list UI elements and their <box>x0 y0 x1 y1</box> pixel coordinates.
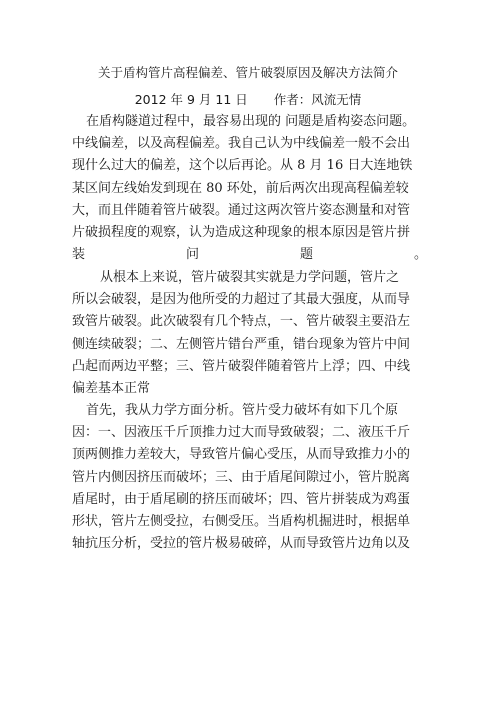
paragraph-line: 首先，我从力学方面分析。管片受力破坏有如下几个原 <box>86 403 399 418</box>
paragraph-line: 盾尾时，由于盾尾刷的挤压而破坏；四、管片拼装成为鸡蛋 <box>72 491 411 507</box>
paragraph-line: 侧连续破裂；二、左侧管片错台严重，错台现象为管片中间 <box>72 336 411 352</box>
justified-char: 。 <box>413 247 427 263</box>
paragraph-line: 轴抗压分析，受拉的管片极易破碎，从而导致管片边角以及 <box>72 536 411 552</box>
paragraph-line: 从根本上来说，管片破裂其实就是力学问题，管片之 <box>100 270 400 285</box>
paragraph-2 <box>72 267 427 400</box>
paragraph-line: 因：一、因液压千斤顶推力过大而导致破裂；二、液压千斤 <box>72 425 411 441</box>
paragraph-line: 中线偏差，以及高程偏差。我自己认为中线偏差一般不会出 <box>72 136 411 152</box>
paragraph-line: 在盾构隧道过程中，最容易出现的 问题是盾构姿态问题。 <box>86 114 416 129</box>
paragraph-line: 现什么过大的偏差，这个以后再论。从 8 月 16 日大连地铁 <box>72 158 413 174</box>
justified-char: 问 <box>185 247 199 263</box>
paragraph-3 <box>72 400 427 555</box>
document-title: 关于盾构管片高程偏差、管片破裂原因及解决方法简介 <box>97 65 398 80</box>
paragraph-line: 管片内侧因挤压而破坏；三、由于盾尾间隙过小，管片脱离 <box>72 469 411 485</box>
paragraph-line: 偏差基本正常 <box>72 380 151 396</box>
document-date: 2012 年 9 月 11 日 <box>134 92 248 107</box>
paragraph-line: 片破损程度的观察，认为造成这种现象的根本原因是管片拼 <box>72 224 411 240</box>
paragraph-line: 顶两侧推力差较大，导致管片偏心受压，从而导致推力小的 <box>72 447 411 463</box>
paragraph-line: 某区间左线始发到现在 80 环处，前后两次出现高程偏差较 <box>72 180 409 196</box>
justified-char: 题 <box>299 247 313 263</box>
justified-char: 装 <box>72 247 86 263</box>
justified-line <box>72 244 427 266</box>
paragraph-1 <box>72 111 427 266</box>
document-byline <box>0 91 496 109</box>
paragraph-line: 大，而且伴随着管片破裂。通过这两次管片姿态测量和对管 <box>72 202 411 218</box>
paragraph-line: 凸起而两边平整；三、管片破裂伴随着管片上浮；四、中线 <box>72 358 411 374</box>
paragraph-line: 形状，管片左侧受拉，右侧受压。当盾构机掘进时，根据单 <box>72 513 411 529</box>
paragraph-line: 所以会破裂，是因为他所受的力超过了其最大强度，从而导 <box>72 292 411 308</box>
paragraph-line: 致管片破裂。此次破裂有几个特点，一、管片破裂主要沿左 <box>72 314 411 330</box>
document-author: 作者：风流无情 <box>273 92 362 107</box>
